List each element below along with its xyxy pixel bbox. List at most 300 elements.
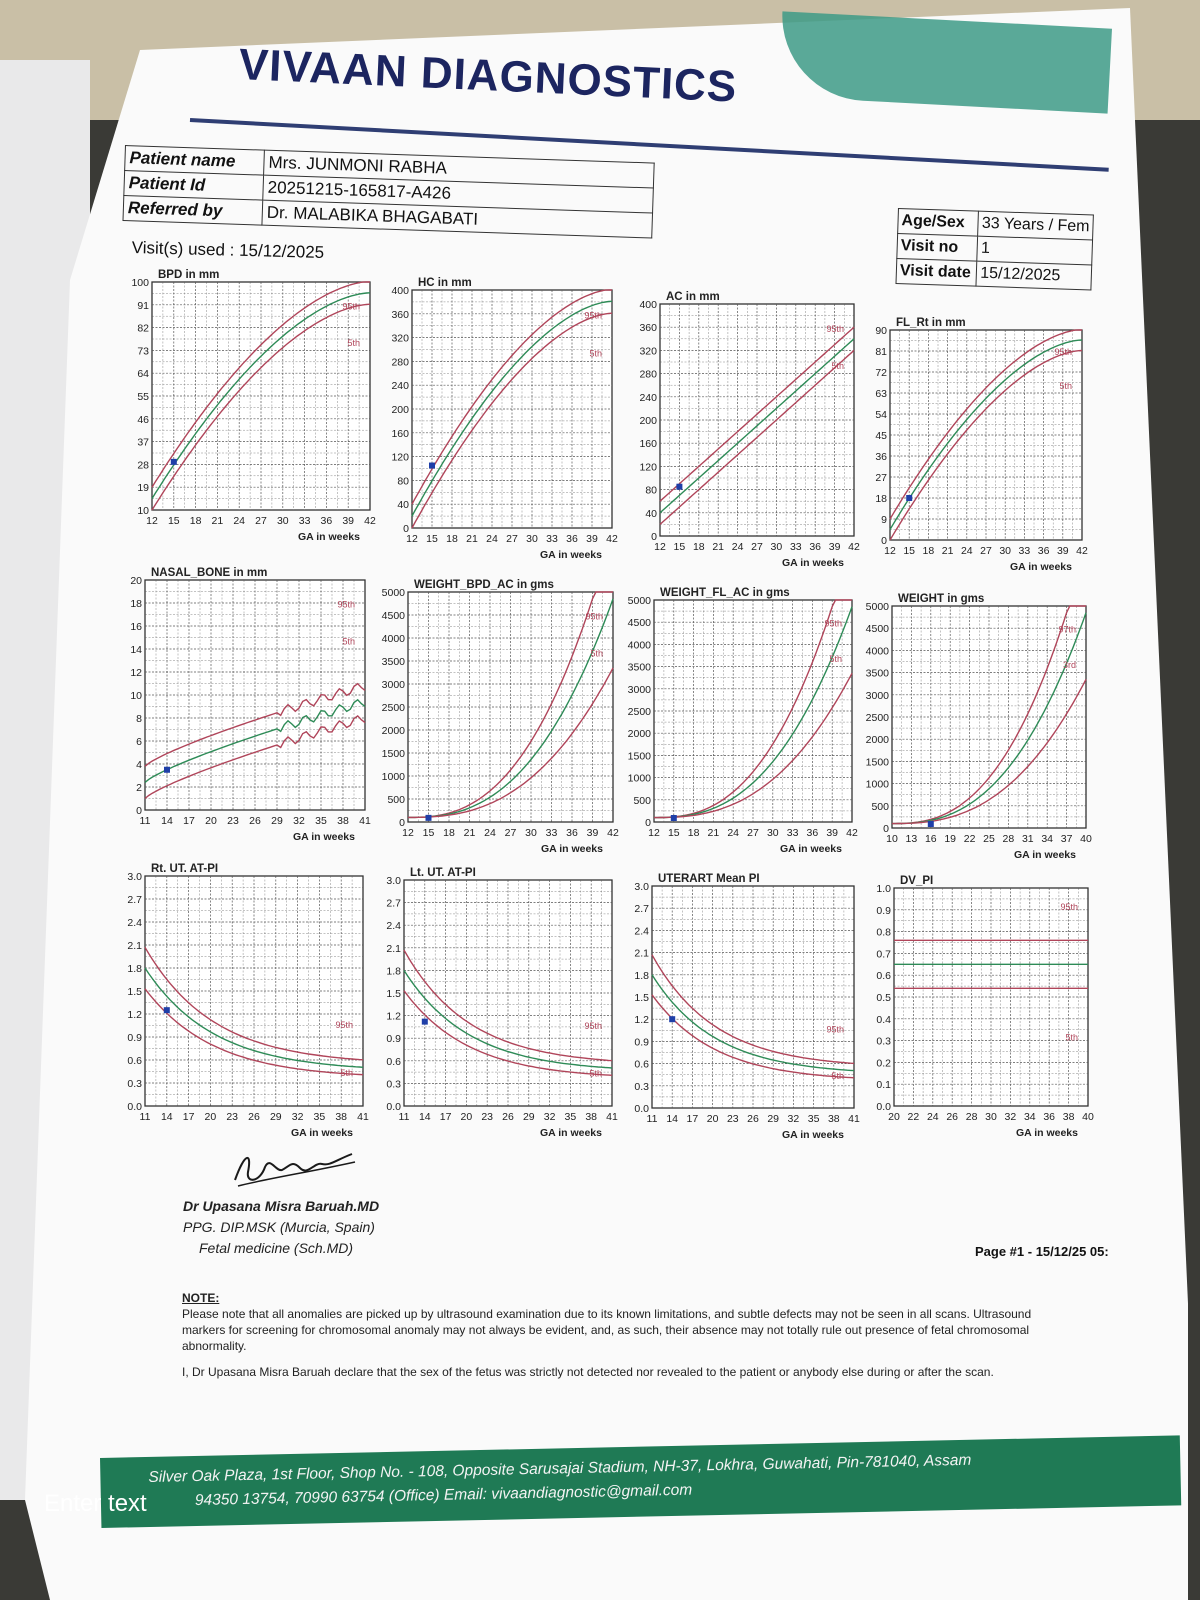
x-tick-label: 30 xyxy=(770,541,783,553)
y-tick-label: 46 xyxy=(137,413,149,426)
patient-id-label: Patient Id xyxy=(124,171,264,201)
x-tick-label: 24 xyxy=(960,545,973,557)
y-tick-label: 200 xyxy=(639,415,657,427)
y-tick-label: 2.4 xyxy=(127,917,142,929)
x-axis-label: GA in weeks xyxy=(297,531,360,543)
chart-10 xyxy=(634,873,860,1141)
chart-title: WEIGHT in gms xyxy=(898,593,985,605)
upper-percentile-label: 95th xyxy=(584,1021,602,1032)
y-tick-label: 20 xyxy=(130,575,142,587)
x-tick-label: 13 xyxy=(905,833,918,845)
chart-9 xyxy=(386,867,618,1139)
doctor-specialty: Fetal medicine (Sch.MD) xyxy=(199,1240,354,1256)
x-tick-label: 12 xyxy=(648,827,660,839)
y-tick-label: 2.4 xyxy=(386,920,401,933)
x-tick-label: 32 xyxy=(291,1111,304,1123)
x-axis-label: GA in weeks xyxy=(539,549,602,561)
x-tick-label: 42 xyxy=(607,827,619,839)
chart-title: BPD in mm xyxy=(158,269,220,281)
x-axis-label: GA in weeks xyxy=(540,843,603,855)
y-tick-label: 5000 xyxy=(381,587,405,599)
x-tick-label: 24 xyxy=(486,533,498,545)
x-tick-label: 32 xyxy=(543,1111,556,1123)
x-tick-label: 12 xyxy=(406,533,418,545)
y-tick-label: 40 xyxy=(397,499,409,512)
y-tick-label: 1.8 xyxy=(634,969,649,982)
disclaimer-note xyxy=(182,1290,1032,1390)
y-tick-label: 2.7 xyxy=(127,894,142,906)
x-tick-label: 20 xyxy=(460,1111,473,1123)
y-tick-label: 54 xyxy=(875,409,887,421)
chart-0 xyxy=(131,269,376,543)
referred-by-value: Dr. MALABIKA BHAGABATI xyxy=(262,200,653,238)
y-tick-label: 2.1 xyxy=(634,947,649,960)
y-tick-label: 0 xyxy=(881,535,887,547)
chart-title: HC in mm xyxy=(418,277,472,289)
x-tick-label: 35 xyxy=(313,1111,326,1123)
y-tick-label: 64 xyxy=(137,368,149,381)
y-tick-label: 320 xyxy=(639,345,657,358)
x-tick-label: 42 xyxy=(364,515,376,527)
x-tick-label: 31 xyxy=(1021,833,1034,845)
y-tick-label: 0.1 xyxy=(876,1079,891,1092)
y-tick-label: 500 xyxy=(387,794,405,806)
x-tick-label: 24 xyxy=(484,827,496,839)
patient-measurement-point xyxy=(671,815,677,821)
x-tick-label: 36 xyxy=(1043,1111,1056,1123)
x-tick-label: 29 xyxy=(522,1111,535,1123)
x-tick-label: 17 xyxy=(183,815,195,827)
x-tick-label: 18 xyxy=(922,545,935,557)
y-tick-label: 4000 xyxy=(865,645,889,658)
x-tick-label: 19 xyxy=(944,833,957,845)
y-tick-label: 4000 xyxy=(381,633,405,645)
y-tick-label: 3000 xyxy=(627,683,651,696)
y-tick-label: 18 xyxy=(130,598,142,610)
y-tick-label: 14 xyxy=(130,644,142,656)
y-tick-label: 6 xyxy=(136,736,142,748)
y-tick-label: 10 xyxy=(130,690,142,702)
x-tick-label: 15 xyxy=(426,533,438,545)
x-tick-label: 11 xyxy=(139,1111,151,1123)
x-tick-label: 29 xyxy=(767,1113,780,1125)
y-tick-label: 27 xyxy=(875,472,887,484)
x-tick-label: 14 xyxy=(666,1113,679,1125)
x-tick-label: 26 xyxy=(747,1113,759,1125)
footer-address: Silver Oak Plaza, 1st Floor, Shop No. - 108, Opposite Sarusajai Stadium, NH-37, Lokhra, Guwahati, Pin-781040, Assam xyxy=(148,1451,972,1486)
patient-measurement-point xyxy=(171,459,177,465)
x-tick-label: 12 xyxy=(146,515,158,527)
patient-measurement-point xyxy=(426,815,432,821)
lower-percentile-label: 5th xyxy=(589,348,602,359)
x-tick-label: 10 xyxy=(886,833,898,845)
x-tick-label: 11 xyxy=(646,1113,658,1125)
chart-4 xyxy=(130,567,371,843)
y-tick-label: 280 xyxy=(639,368,657,381)
x-tick-label: 33 xyxy=(1018,545,1031,557)
x-tick-label: 27 xyxy=(980,545,992,557)
lower-percentile-label: 5th xyxy=(831,360,844,371)
x-tick-label: 34 xyxy=(1023,1111,1036,1123)
note-paragraph-1: Please note that all anomalies are picked up by ultrasound examination due to its known limitations, and subtle defects may not be seen in all scans. Ultrasound markers for screening for chromosomal anomaly may not always be evident, and, as such, their absence may not totally rule out presence of fetal chromosomal abnormality. xyxy=(182,1307,1032,1353)
y-tick-label: 240 xyxy=(639,391,657,404)
y-tick-label: 2500 xyxy=(865,712,889,724)
y-tick-label: 1000 xyxy=(865,778,889,791)
y-tick-label: 0 xyxy=(883,823,889,835)
x-tick-label: 15 xyxy=(167,515,180,527)
patient-name-value: Mrs. JUNMONI RABHA xyxy=(264,150,655,188)
x-tick-label: 32 xyxy=(787,1113,800,1125)
x-tick-label: 42 xyxy=(606,533,618,545)
x-tick-label: 36 xyxy=(806,827,819,839)
y-tick-label: 5000 xyxy=(865,601,889,613)
y-tick-label: 3.0 xyxy=(634,881,649,893)
x-tick-label: 22 xyxy=(907,1111,920,1123)
visits-used: Visit(s) used : 15/12/2025 xyxy=(131,238,325,263)
lower-percentile-label: 5th xyxy=(340,1068,353,1079)
x-tick-label: 36 xyxy=(566,533,578,545)
y-tick-label: 72 xyxy=(875,367,887,379)
y-tick-label: 8 xyxy=(136,713,142,725)
x-tick-label: 30 xyxy=(985,1111,997,1123)
y-tick-label: 3500 xyxy=(381,656,405,668)
x-tick-label: 36 xyxy=(1037,545,1050,557)
x-tick-label: 14 xyxy=(418,1111,431,1123)
x-axis-label: GA in weeks xyxy=(1009,561,1072,573)
y-tick-label: 45 xyxy=(875,430,887,442)
y-tick-label: 0.6 xyxy=(127,1055,142,1067)
x-tick-label: 24 xyxy=(731,541,744,553)
x-tick-label: 39 xyxy=(828,541,841,553)
x-tick-label: 39 xyxy=(586,827,599,839)
y-tick-label: 0.5 xyxy=(876,992,891,1004)
chart-7 xyxy=(866,593,1092,861)
note-paragraph-2: I, Dr Upasana Misra Baruah declare that the sex of the fetus was strictly not detected nor revealed to the patient or anybody else during or after the scan. xyxy=(182,1365,994,1379)
y-tick-label: 280 xyxy=(391,356,409,369)
x-tick-label: 20 xyxy=(888,1111,900,1123)
y-tick-label: 0 xyxy=(399,817,405,829)
x-axis-label: GA in weeks xyxy=(1013,849,1076,861)
x-tick-label: 33 xyxy=(546,533,558,545)
upper-percentile-label: 95th xyxy=(335,1019,353,1030)
x-tick-label: 18 xyxy=(443,827,455,839)
y-tick-label: 0.8 xyxy=(876,926,891,939)
patient-measurement-point xyxy=(928,821,934,827)
y-tick-label: 1.2 xyxy=(634,1014,649,1027)
x-tick-label: 24 xyxy=(233,515,246,527)
y-tick-label: 90 xyxy=(875,325,887,337)
y-tick-label: 9 xyxy=(881,514,887,526)
upper-percentile-label: 95th xyxy=(824,618,842,629)
x-tick-label: 21 xyxy=(941,545,954,557)
chart-8 xyxy=(127,863,369,1139)
y-tick-label: 28 xyxy=(137,459,149,472)
y-tick-label: 37 xyxy=(137,436,149,449)
x-tick-label: 18 xyxy=(446,533,458,545)
y-tick-label: 82 xyxy=(137,322,149,335)
y-tick-label: 400 xyxy=(639,299,657,311)
upper-percentile-label: 95th xyxy=(826,1024,844,1035)
y-tick-label: 1500 xyxy=(381,748,405,760)
x-tick-label: 23 xyxy=(726,1113,739,1125)
x-tick-label: 39 xyxy=(1056,545,1069,557)
lower-percentile-label: 5th xyxy=(829,654,842,665)
y-tick-label: 360 xyxy=(639,322,657,335)
x-tick-label: 17 xyxy=(439,1111,452,1123)
y-tick-label: 2.7 xyxy=(634,903,649,916)
x-tick-label: 27 xyxy=(751,541,763,553)
patient-measurement-point xyxy=(676,484,682,490)
y-tick-label: 1.5 xyxy=(634,992,649,1004)
chart-title: Lt. UT. AT-PI xyxy=(410,867,476,879)
visit-date-value: 15/12/2025 xyxy=(976,261,1091,290)
y-tick-label: 3.0 xyxy=(386,875,401,887)
y-tick-label: 1500 xyxy=(865,756,889,769)
x-axis-label: GA in weeks xyxy=(539,1127,602,1139)
doctor-credentials xyxy=(183,1196,379,1259)
x-axis-label: GA in weeks xyxy=(290,1127,353,1139)
x-tick-label: 21 xyxy=(466,533,478,545)
x-tick-label: 41 xyxy=(848,1113,860,1125)
x-tick-label: 23 xyxy=(226,1111,239,1123)
y-tick-label: 3000 xyxy=(865,689,889,702)
x-tick-label: 33 xyxy=(298,515,311,527)
y-tick-label: 100 xyxy=(131,277,149,289)
x-tick-label: 27 xyxy=(506,533,518,545)
x-tick-label: 33 xyxy=(786,827,799,839)
upper-percentile-label: 95th xyxy=(584,310,602,321)
x-tick-label: 21 xyxy=(463,827,476,839)
x-tick-label: 35 xyxy=(807,1113,820,1125)
x-tick-label: 42 xyxy=(846,827,858,839)
chart-title: AC in mm xyxy=(666,291,720,303)
chart-1 xyxy=(391,277,618,561)
y-tick-label: 2.1 xyxy=(386,942,401,955)
x-tick-label: 39 xyxy=(586,533,598,545)
patient-measurement-point xyxy=(429,463,435,469)
y-tick-label: 160 xyxy=(391,427,409,440)
lower-percentile-label: 5th xyxy=(831,1071,844,1082)
y-tick-label: 1000 xyxy=(627,772,651,785)
y-tick-label: 0 xyxy=(645,817,651,829)
y-tick-label: 0.3 xyxy=(876,1035,891,1048)
x-tick-label: 38 xyxy=(335,1111,348,1123)
y-tick-label: 1.5 xyxy=(127,986,142,998)
x-tick-label: 40 xyxy=(1080,833,1092,845)
x-tick-label: 15 xyxy=(422,827,435,839)
y-tick-label: 120 xyxy=(391,451,409,464)
y-tick-label: 0.4 xyxy=(876,1013,891,1026)
x-tick-label: 14 xyxy=(161,815,173,827)
upper-percentile-label: 95th xyxy=(585,611,603,622)
x-tick-label: 27 xyxy=(255,515,267,527)
y-tick-label: 0.3 xyxy=(386,1078,401,1091)
patient-measurement-point xyxy=(906,495,912,501)
x-tick-label: 33 xyxy=(545,827,558,839)
y-tick-label: 80 xyxy=(645,484,657,497)
patient-measurement-point xyxy=(164,767,170,773)
y-tick-label: 4000 xyxy=(627,639,651,652)
y-tick-label: 2500 xyxy=(381,702,405,714)
visit-no-label: Visit no xyxy=(897,234,978,262)
chart-11 xyxy=(876,875,1094,1139)
x-tick-label: 15 xyxy=(673,541,686,553)
x-tick-label: 26 xyxy=(248,1111,260,1123)
x-tick-label: 30 xyxy=(525,827,537,839)
y-tick-label: 0.0 xyxy=(634,1103,649,1115)
x-tick-label: 18 xyxy=(189,515,202,527)
y-tick-label: 2 xyxy=(136,782,142,794)
visit-no-value: 1 xyxy=(977,236,1092,265)
y-tick-label: 0.2 xyxy=(876,1057,891,1070)
y-tick-label: 1.5 xyxy=(386,988,401,1000)
x-tick-label: 18 xyxy=(687,827,700,839)
x-tick-label: 30 xyxy=(999,545,1012,557)
x-tick-label: 29 xyxy=(271,815,283,827)
x-tick-label: 38 xyxy=(1062,1111,1075,1123)
x-tick-label: 14 xyxy=(160,1111,173,1123)
x-tick-label: 38 xyxy=(337,815,349,827)
x-tick-label: 39 xyxy=(826,827,839,839)
y-tick-label: 55 xyxy=(137,391,149,403)
y-tick-label: 2000 xyxy=(865,734,889,747)
y-tick-label: 120 xyxy=(639,461,657,474)
x-tick-label: 20 xyxy=(204,1111,217,1123)
y-tick-label: 12 xyxy=(130,667,142,679)
y-tick-label: 0.0 xyxy=(386,1101,401,1113)
y-tick-label: 2.7 xyxy=(386,897,401,910)
x-tick-label: 12 xyxy=(402,827,414,839)
patient-name-label: Patient name xyxy=(125,146,265,176)
lower-percentile-label: 5th xyxy=(347,337,360,348)
page-number: Page #1 - 15/12/25 05: xyxy=(975,1244,1109,1259)
x-tick-label: 38 xyxy=(585,1111,598,1123)
x-tick-label: 27 xyxy=(504,827,517,839)
y-tick-label: 18 xyxy=(875,493,887,505)
x-tick-label: 41 xyxy=(359,815,371,827)
y-tick-label: 0.9 xyxy=(127,1032,142,1044)
x-tick-label: 11 xyxy=(139,815,151,827)
x-tick-label: 24 xyxy=(727,827,740,839)
y-tick-label: 1500 xyxy=(627,750,651,763)
x-tick-label: 17 xyxy=(686,1113,699,1125)
y-tick-label: 200 xyxy=(391,404,409,416)
lower-percentile-label: 5th xyxy=(1059,380,1072,391)
y-tick-label: 10 xyxy=(137,505,149,517)
y-tick-label: 360 xyxy=(391,308,409,321)
x-tick-label: 18 xyxy=(692,541,705,553)
y-tick-label: 0.7 xyxy=(876,948,891,961)
x-tick-label: 21 xyxy=(712,541,725,553)
y-tick-label: 0 xyxy=(136,805,142,817)
y-tick-label: 0 xyxy=(651,531,657,543)
referred-by-label: Referred by xyxy=(123,195,263,225)
x-tick-label: 26 xyxy=(249,815,261,827)
y-tick-label: 2.1 xyxy=(127,940,142,952)
x-tick-label: 40 xyxy=(1082,1111,1094,1123)
x-tick-label: 36 xyxy=(566,827,578,839)
y-tick-label: 2500 xyxy=(627,706,651,718)
y-tick-label: 4500 xyxy=(381,610,405,622)
x-tick-label: 28 xyxy=(965,1111,978,1123)
y-tick-label: 63 xyxy=(875,388,887,400)
chart-title: DV_PI xyxy=(900,875,934,887)
x-tick-label: 34 xyxy=(1041,833,1054,845)
doctor-name: Dr Upasana Misra Baruah.MD xyxy=(183,1198,380,1214)
y-tick-label: 0.0 xyxy=(876,1101,891,1113)
y-tick-label: 0.6 xyxy=(634,1058,649,1071)
y-tick-label: 4500 xyxy=(865,623,889,636)
x-tick-label: 22 xyxy=(963,833,976,845)
x-tick-label: 42 xyxy=(848,541,860,553)
upper-percentile-label: 97th xyxy=(1058,624,1076,635)
y-tick-label: 4 xyxy=(136,759,142,771)
x-tick-label: 17 xyxy=(182,1111,195,1123)
y-tick-label: 240 xyxy=(391,380,409,393)
x-tick-label: 24 xyxy=(926,1111,939,1123)
y-tick-label: 0.3 xyxy=(127,1078,142,1090)
y-tick-label: 1.0 xyxy=(876,883,891,895)
y-tick-label: 2000 xyxy=(627,728,651,741)
y-tick-label: 1000 xyxy=(381,771,405,783)
y-tick-label: 73 xyxy=(137,345,149,358)
x-tick-label: 42 xyxy=(1076,545,1088,557)
enter-text-overlay[interactable]: Enter text xyxy=(44,1490,147,1517)
lower-percentile-label: 5th xyxy=(590,648,603,659)
y-tick-label: 500 xyxy=(871,800,889,813)
x-tick-label: 23 xyxy=(227,815,239,827)
y-tick-label: 500 xyxy=(633,794,651,807)
x-tick-label: 26 xyxy=(502,1111,514,1123)
y-tick-label: 1.2 xyxy=(386,1010,401,1023)
visit-date-label: Visit date xyxy=(896,258,977,286)
x-tick-label: 20 xyxy=(205,815,217,827)
note-heading: NOTE: xyxy=(182,1291,220,1305)
patient-measurement-point xyxy=(422,1019,428,1025)
y-tick-label: 91 xyxy=(137,299,149,312)
chart-title: FL_Rt in mm xyxy=(896,317,966,329)
x-tick-label: 30 xyxy=(766,827,779,839)
y-tick-label: 1.8 xyxy=(386,965,401,978)
lower-percentile-label: 5th xyxy=(342,636,355,647)
upper-percentile-label: 95th xyxy=(826,323,844,334)
x-tick-label: 28 xyxy=(1002,833,1015,845)
x-tick-label: 20 xyxy=(706,1113,719,1125)
x-tick-label: 36 xyxy=(809,541,822,553)
y-tick-label: 1.8 xyxy=(127,963,142,975)
y-tick-label: 0.9 xyxy=(634,1036,649,1049)
y-tick-label: 2000 xyxy=(381,725,405,737)
y-tick-label: 36 xyxy=(875,451,887,463)
x-tick-label: 15 xyxy=(903,545,916,557)
x-tick-label: 36 xyxy=(320,515,333,527)
x-tick-label: 37 xyxy=(1060,833,1073,845)
upper-percentile-label: 95th xyxy=(337,599,355,610)
lower-percentile-label: 5th xyxy=(589,1068,602,1079)
x-tick-label: 35 xyxy=(315,815,327,827)
y-tick-label: 40 xyxy=(645,507,657,520)
y-tick-label: 3.0 xyxy=(127,871,142,883)
doctor-qualification: PPG. DIP.MSK (Murcia, Spain) xyxy=(183,1219,375,1235)
x-tick-label: 41 xyxy=(606,1111,618,1123)
chart-title: WEIGHT_BPD_AC in gms xyxy=(414,579,554,591)
chart-title: NASAL_BONE in mm xyxy=(151,567,268,579)
y-tick-label: 0.6 xyxy=(386,1055,401,1068)
x-tick-label: 29 xyxy=(269,1111,282,1123)
y-tick-label: 0.3 xyxy=(634,1080,649,1093)
y-tick-label: 0.9 xyxy=(876,904,891,917)
footer-contact: 94350 13754, 70990 63754 (Office) Email: vivaandiagnostic@gmail.com xyxy=(194,1481,693,1510)
